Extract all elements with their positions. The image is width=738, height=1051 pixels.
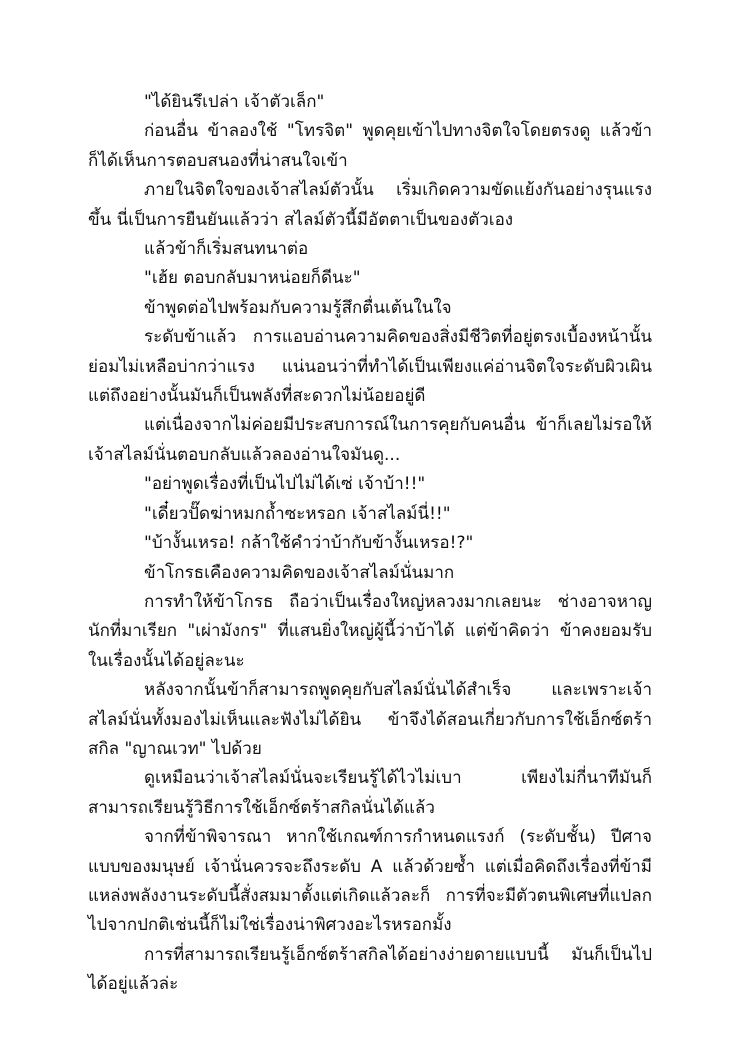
paragraph-8: แต่เนื่องจากไม่ค่อยมีประสบการณ์ในการคุยกับคนอื่น ข้าก็เลยไม่รอให้เจ้าสไลม์นั่นตอบกลับแล้วลองอ่านใจมันดู... <box>88 415 652 465</box>
document-body <box>88 88 652 1000</box>
paragraph-11: "บ้างั้นเหรอ! กล้าใช้คำว่าบ้ากับข้างั้นเหรอ!?" <box>144 533 474 554</box>
paragraph-2: ก่อนอื่น ข้าลองใช้ "โทรจิต" พูดคุยเข้าไปทางจิตใจโดยตรงดู แล้วข้าก็ได้เห็นการตอบสนองที่น่าสนใจเข้า <box>88 121 652 171</box>
paragraph-1: "ได้ยินรึเปล่า เจ้าตัวเล็ก" <box>144 92 325 112</box>
paragraph-3: ภายในจิตใจของเจ้าสไลม์ตัวนั้น เริ่มเกิดความขัดแย้งกันอย่างรุนแรงขึ้น นี่เป็นการยืนยันแล้วว่า สไลม์ตัวนี้มีอัตตาเป็นของตัวเอง <box>88 180 652 230</box>
paragraph-13: การทำให้ข้าโกรธ ถือว่าเป็นเรื่องใหญ่หลวงมากเลยนะ ช่างอาจหาญนักที่มาเรียก "เผ่ามังกร" ที่แสนยิ่งใหญ่ผู้นี้ว่าบ้าได้ แต่ข้าคิดว่า ข้าคงยอมรับในเรื่องนั้นได้อยู่ละนะ <box>88 591 652 671</box>
paragraph-17: การที่สามารถเรียนรู้เอ็กซ์ตร้าสกิลได้อย่างง่ายดายแบบนี้ มันก็เป็นไปได้อยู่แล้วล่ะ <box>88 944 652 995</box>
paragraph-10: "เดี๋ยวปั๊ดฆ่าหมกถ้ำซะหรอก เจ้าสไลม์นี่!!" <box>144 503 451 524</box>
paragraph-5: "เฮ้ย ตอบกลับมาหน่อยก็ดีนะ" <box>144 268 361 289</box>
paragraph-4: แล้วข้าก็เริ่มสนทนาต่อ <box>144 239 309 260</box>
paragraph-9: "อย่าพูดเรื่องที่เป็นไปไม่ได้เซ่ เจ้าบ้า!!" <box>144 474 426 495</box>
paragraph-6: ข้าพูดต่อไปพร้อมกับความรู้สึกตื่นเต้นในใจ <box>144 297 452 318</box>
paragraph-7: ระดับข้าแล้ว การแอบอ่านความคิดของสิ่งมีชีวิตที่อยู่ตรงเบื้องหน้านั้น ย่อมไม่เหลือบ่ากว่าแรง แน่นอนว่าที่ทำได้เป็นเพียงแค่อ่านจิตใจระดับผิวเผิน แต่ถึงอย่างนั้นมันก็เป็นพลังที่สะดวกไม่น้อยอยู่ดี <box>88 327 652 407</box>
paragraph-12: ข้าโกรธเคืองความคิดของเจ้าสไลม์นั่นมาก <box>144 562 455 583</box>
paragraph-14: หลังจากนั้นข้าก็สามารถพูดคุยกับสไลม์นั่นได้สำเร็จ และเพราะเจ้าสไลม์นั่นทั้งมองไม่เห็นและฟังไม่ได้ยิน ข้าจึงได้สอนเกี่ยวกับการใช้เอ็กซ์ตร้าสกิล "ญาณเวท" ไปด้วย <box>88 680 652 759</box>
paragraph-15: ดูเหมือนว่าเจ้าสไลม์นั่นจะเรียนรู้ได้ไวไม่เบา เพียงไม่กี่นาทีมันก็สามารถเรียนรู้วิธีการใช้เอ็กซ์ตร้าสกิลนั่นได้แล้ว <box>88 768 652 818</box>
paragraph-16: จากที่ข้าพิจารณา หากใช้เกณฑ์การกำหนดแรงก์ (ระดับชั้น) ปีศาจแบบของมนุษย์ เจ้านั่นควรจะถึงระดับ A แล้วด้วยซ้ำ แต่เมื่อคิดถึงเรื่องที่ข้ามีแหล่งพลังงานระดับนี้สั่งสมมาตั้งแต่เกิดแล้วละก็ การที่จะมีตัวตนพิเศษที่แปลกไปจากปกติเช่นนี้ก็ไม่ใช่เรื่องน่าพิศวงอะไรหรอกมั้ง <box>88 827 652 936</box>
